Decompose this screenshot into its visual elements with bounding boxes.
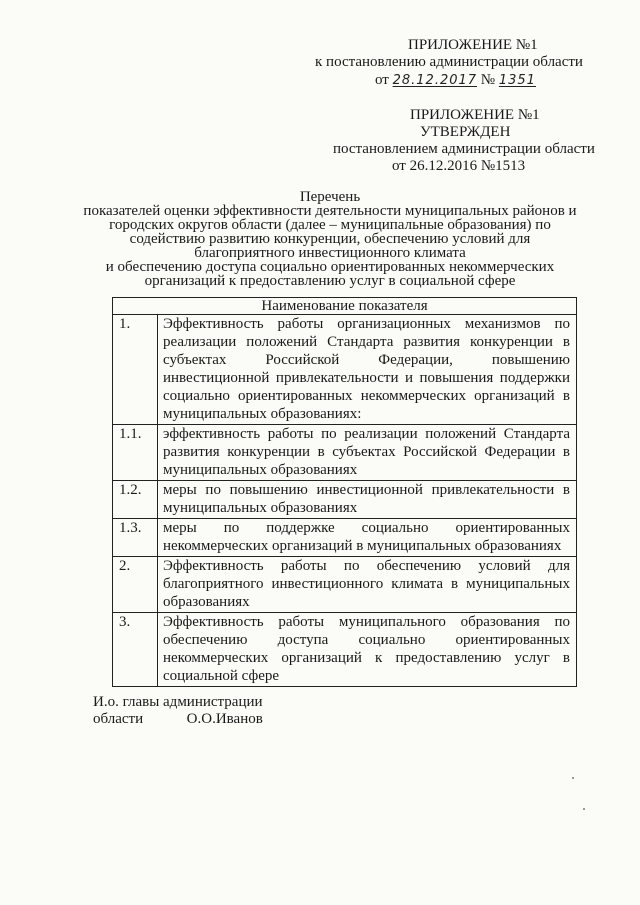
row-number: 1.2. <box>113 481 158 519</box>
resolution-date-line <box>375 72 536 89</box>
row-text: меры по повышению инвестиционной привлекательности в муниципальных образованиях <box>158 481 577 519</box>
row-text: Эффективность работы по обеспечению условий для благоприятного инвестиционного климата в муниципальных образованиях <box>158 557 577 613</box>
table-row <box>113 481 577 519</box>
table-row <box>113 425 577 481</box>
table-header-row <box>113 298 577 315</box>
row-number: 1.1. <box>113 425 158 481</box>
number-label: № <box>480 72 496 88</box>
title-line: содействию развитию конкуренции, обеспечению условий для <box>129 231 531 247</box>
indicators-table <box>112 297 577 687</box>
table-row <box>113 557 577 613</box>
title-line: и обеспечению доступа социально ориентированных некоммерческих <box>105 259 555 275</box>
row-number: 3. <box>113 613 158 687</box>
signatory-position: И.о. главы администрации <box>93 694 263 710</box>
column-header: Наименование показателя <box>113 298 577 315</box>
row-number: 1. <box>113 315 158 425</box>
row-text: эффективность работы по реализации положений Стандарта развития конкуренции в субъектах Российской Федерации в муниципальных образованиях <box>158 425 577 481</box>
appendix-reference: к постановлению администрации области <box>315 54 583 70</box>
signatory-name: О.О.Иванов <box>186 711 263 727</box>
handwritten-number: 1351 <box>498 73 536 88</box>
table-row <box>113 315 577 425</box>
signatory-line <box>93 711 263 728</box>
appendix-heading-2: ПРИЛОЖЕНИЕ №1 <box>410 107 540 123</box>
approved-date-line: от 26.12.2016 №1513 <box>392 158 526 174</box>
title-line: городских округов области (далее – муниципальные образования) по <box>109 217 551 233</box>
document-title <box>80 190 580 288</box>
title-heading: Перечень <box>299 189 361 205</box>
appendix-heading: ПРИЛОЖЕНИЕ №1 <box>408 37 538 53</box>
title-line: показателей оценки эффективности деятельности муниципальных районов и <box>83 203 577 219</box>
table-row <box>113 613 577 687</box>
row-number: 2. <box>113 557 158 613</box>
row-text: меры по поддержке социально ориентированных некоммерческих организаций в муниципальных образованиях <box>158 519 577 557</box>
scan-speck <box>583 808 585 810</box>
scan-speck <box>572 777 574 779</box>
row-text: Эффективность работы муниципального образования по обеспечению доступа социально ориентированных некоммерческих организаций к предоставлению услуг в социальной сфере <box>158 613 577 687</box>
table-row <box>113 519 577 557</box>
title-line: благоприятного инвестиционного климата <box>194 245 466 261</box>
approved-by-resolution: постановлением администрации области <box>333 141 595 157</box>
signatory-region: области <box>93 711 144 727</box>
row-text: Эффективность работы организационных механизмов по реализации положений Стандарта развития конкуренции в субъектах Российской Федерации, повышению инвестиционной привлекательности и повышения поддержки социально ориентированных некоммерческих организаций в муниципальных образованиях: <box>158 315 577 425</box>
approved-label: УТВЕРЖДЕН <box>420 124 511 140</box>
handwritten-date: 28.12.2017 <box>392 73 478 88</box>
title-line: организаций к предоставлению услуг в социальной сфере <box>144 273 516 289</box>
signature-block <box>93 694 263 728</box>
row-number: 1.3. <box>113 519 158 557</box>
from-label: от <box>375 72 389 88</box>
